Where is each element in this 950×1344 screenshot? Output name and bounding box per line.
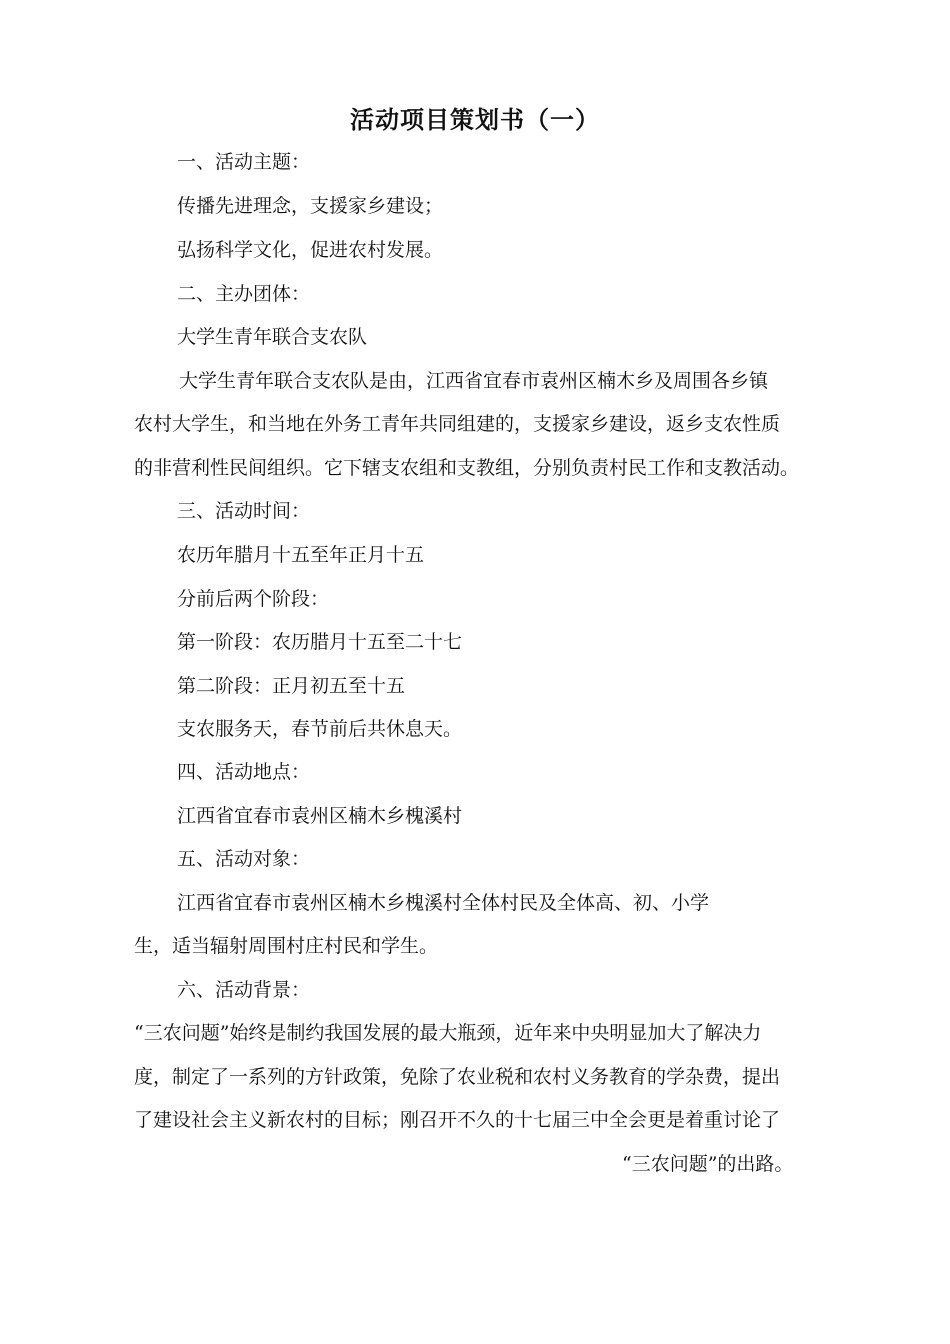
- paragraph-line: “三农问题”的出路。: [622, 1153, 794, 1175]
- paragraph-line: 的非营利性民间组织。它下辖支农组和支教组，分别负责村民工作和支教活动。: [134, 457, 800, 479]
- paragraph-line: 第一阶段：农历腊月十五至二十七: [177, 631, 463, 653]
- paragraph-line: 了建设社会主义新农村的目标；刚召开不久的十七届三中全会更是着重讨论了: [134, 1109, 781, 1131]
- paragraph-line: 支农服务天，春节前后共休息天。: [177, 718, 463, 740]
- paragraph-line: 分前后两个阶段：: [177, 588, 330, 610]
- paragraph-line: 生，适当辐射周围村庄村民和学生。: [134, 935, 439, 957]
- paragraph-line: 大学生青年联合支农队: [177, 326, 368, 348]
- section-heading-theme: 一、活动主题：: [177, 151, 311, 173]
- paragraph-line: 江西省宜春市袁州区楠木乡槐溪村: [177, 805, 463, 827]
- paragraph-line: 传播先进理念，支援家乡建设；: [177, 195, 444, 217]
- paragraph-line: 农历年腊月十五至年正月十五: [177, 544, 425, 566]
- section-heading-location: 四、活动地点：: [177, 761, 311, 783]
- paragraph-line: “三农问题”始终是制约我国发展的最大瓶颈，近年来中央明显加大了解决力: [134, 1022, 762, 1044]
- paragraph-line: 第二阶段：正月初五至十五: [177, 675, 406, 697]
- section-heading-organizer: 二、主办团体：: [177, 283, 311, 305]
- paragraph-line: 度，制定了一系列的方针政策，免除了农业税和农村义务教育的学杂费，提出: [134, 1066, 781, 1088]
- section-heading-time: 三、活动时间：: [177, 500, 311, 522]
- paragraph-line: 大学生青年联合支农队是由，江西省宜春市袁州区楠木乡及周围各乡镇: [179, 370, 769, 392]
- paragraph-line: 江西省宜春市袁州区楠木乡槐溪村全体村民及全体高、初、小学: [177, 892, 710, 914]
- paragraph-line: 农村大学生，和当地在外务工青年共同组建的，支援家乡建设，返乡支农性质: [134, 413, 781, 435]
- section-heading-audience: 五、活动对象：: [177, 848, 311, 870]
- document-title: 活动项目策划书（一）: [350, 106, 600, 134]
- paragraph-line: 弘扬科学文化，促进农村发展。: [177, 239, 444, 261]
- section-heading-background: 六、活动背景：: [177, 979, 311, 1001]
